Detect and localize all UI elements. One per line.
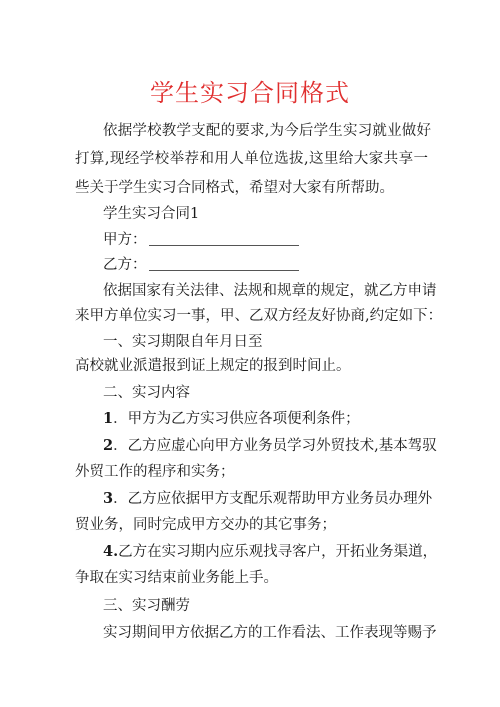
section-1-heading: 一、实习期限自年月日至: [103, 334, 263, 350]
intro-line-1: 依据学校教学支配的要求,为今后学生实习就业做好: [103, 123, 431, 139]
party-a-blank-line: [149, 231, 299, 246]
section-2-heading: 二、实习内容: [103, 385, 190, 401]
section-2-item-2-line-1: [103, 436, 437, 456]
section-3-line-1: 实习期间甲方依据乙方的工作看法、工作表现等赐予: [103, 625, 437, 641]
section-2-item-3-line-2: 贸业务，同时完成甲方交办的其它事务；: [75, 517, 336, 533]
item-3-text: ．乙方应依据甲方支配乐观帮助甲方业务员办理外: [113, 491, 433, 507]
item-2-text: ．乙方应虚心向甲方业务员学习外贸技术,基本驾驭: [113, 438, 437, 454]
section-3-heading: 三、实习酬劳: [103, 598, 190, 614]
item-3-number: 3: [103, 490, 114, 507]
party-a-row: [103, 230, 299, 250]
preamble-line-2: 来甲方单位实习一事，甲、乙双方经友好协商,约定如下：: [75, 308, 443, 324]
item-1-text: ．甲方为乙方实习供应各项便利条件；: [113, 411, 360, 427]
party-b-row: [103, 255, 299, 275]
item-2-number: 2: [103, 437, 114, 454]
item-4-number: 4.: [103, 543, 119, 560]
item-4-text: 乙方在实习期内应乐观找寻客户，开拓业务渠道，: [118, 544, 438, 560]
section-2-item-2-line-2: 外贸工作的程序和实务；: [75, 464, 235, 480]
party-a-label: 甲方：: [103, 232, 147, 248]
item-1-number: 1: [103, 410, 114, 427]
intro-line-2: 打算,现经学校举荐和用人单位选拔,这里给大家共享一: [75, 151, 428, 167]
preamble-line-1: 依据国家有关法律、法规和规章的规定，就乙方申请: [103, 283, 437, 299]
intro-line-3: 些关于学生实习合同格式，希望对大家有所帮助。: [75, 180, 394, 196]
party-b-blank-line: [149, 256, 299, 271]
section-2-item-3-line-1: [103, 489, 431, 509]
party-b-label: 乙方：: [103, 257, 147, 273]
section-2-item-4-line-2: 争取在实习结束前业务能上手。: [75, 570, 278, 586]
section-2-item-4-line-1: [103, 542, 438, 562]
section-2-item-1: [103, 409, 360, 429]
contract-heading: 学生实习合同1: [103, 206, 200, 222]
document-title: 学生实习合同格式: [150, 79, 350, 107]
section-1-line-1: 高校就业派遣报到证上规定的报到时间止。: [75, 358, 351, 374]
